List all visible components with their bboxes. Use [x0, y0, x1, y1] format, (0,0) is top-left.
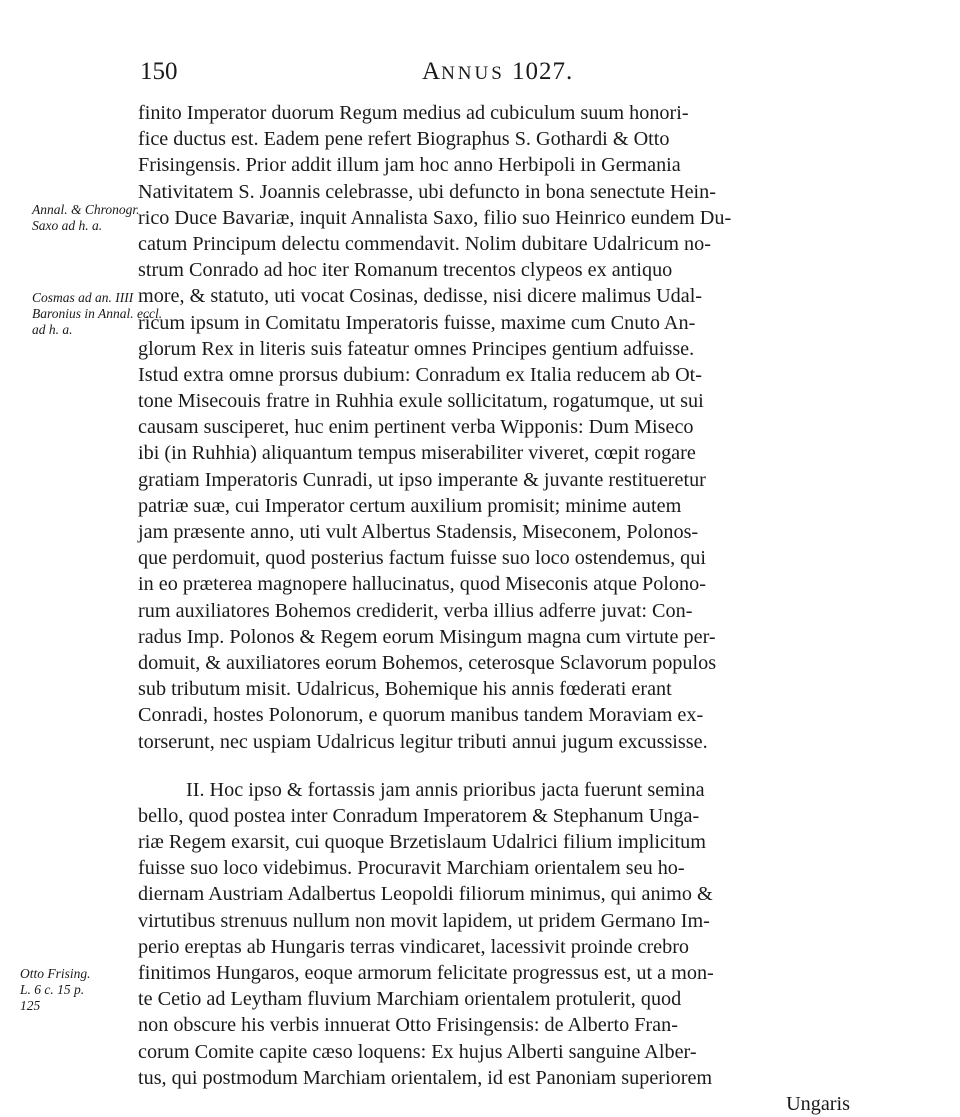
- text-line: ibi (in Ruhhia) aliquantum tempus miserabiliter viveret, cœpit rogare: [138, 442, 696, 465]
- text-line: corum Comite capite cæso loquens: Ex hujus Alberti sanguine Alber-: [138, 1040, 697, 1063]
- text-line: ricum ipsum in Comitatu Imperatoris fuisse, maxime cum Cnuto An-: [138, 311, 696, 334]
- text-line: virtutibus strenuus nullum non movit lapidem, ut pridem Germano Im-: [138, 909, 710, 932]
- text-line: strum Conrado ad hoc iter Romanum trecentos clypeos ex antiquo: [138, 259, 673, 282]
- text-line: II. Hoc ipso & fortassis jam annis prioribus jacta fuerunt semina: [186, 778, 705, 801]
- text-line: more, & statuto, uti vocat Cosinas, dedisse, nisi dicere malimus Udal-: [138, 285, 703, 308]
- text-line: Istud extra omne prorsus dubium: Conradum ex Italia reducem ab Ot-: [138, 363, 702, 386]
- running-head: ANNUS 1027.: [422, 58, 574, 85]
- paragraph-1: [138, 100, 850, 755]
- paragraph-2: [138, 777, 850, 1091]
- margin-note-line: Saxo ad h. a.: [32, 218, 103, 233]
- text-line: bello, quod postea inter Conradum Imperatorem & Stephanum Unga-: [138, 804, 700, 827]
- text-line: diernam Austriam Adalbertus Leopoldi filiorum minimus, qui animo &: [138, 883, 713, 906]
- margin-note-line: ad h. a.: [32, 322, 73, 337]
- text-line: fuisse suo loco videbimus. Procuravit Marchiam orientalem seu ho-: [138, 857, 685, 880]
- text-line: tone Misecouis fratre in Ruhhia exule sollicitatum, rogatumque, ut sui: [138, 390, 704, 413]
- margin-note-line: 125: [20, 998, 41, 1013]
- margin-note-line: L. 6 c. 15 p.: [20, 982, 85, 997]
- text-line: tus, qui postmodum Marchiam orientalem, id est Panoniam superiorem: [138, 1066, 713, 1089]
- text-line: catum Principum delectu commendavit. Nolim dubitare Udalricum no-: [138, 232, 711, 255]
- text-line: rum auxiliatores Bohemos crediderit, verba illius adferre juvat: Con-: [138, 599, 693, 622]
- text-line: non obscure his verbis innuerat Otto Frisingensis: de Alberto Fran-: [138, 1014, 678, 1037]
- body-text: [138, 100, 850, 1117]
- margin-note-otto-frising: [20, 966, 91, 1014]
- margin-note-line: Baronius in Annal. eccl.: [32, 306, 163, 321]
- margin-note-line: Annal. & Chronogr.: [32, 202, 140, 217]
- text-line: causam susciperet, huc enim pertinent verba Wipponis: Dum Miseco: [138, 416, 694, 439]
- margin-note-annal-saxo: [32, 202, 140, 234]
- text-line: perio ereptas ab Hungaris terras vindicaret, lacessivit proinde crebro: [138, 935, 690, 958]
- text-line: torserunt, nec uspiam Udalricus legitur tributi annui jugum excussisse.: [138, 730, 708, 753]
- text-line: te Cetio ad Leytham fluvium Marchiam orientalem protulerit, quod: [138, 988, 682, 1011]
- text-line: rico Duce Bavariæ, inquit Annalista Saxo, filio suo Heinrico eundem Du-: [138, 206, 732, 229]
- text-line: radus Imp. Polonos & Regem eorum Misingum magna cum virtute per-: [138, 625, 716, 648]
- margin-note-line: Otto Frising.: [20, 966, 91, 981]
- text-line: Conradi, hostes Polonorum, e quorum manibus tandem Moraviam ex-: [138, 704, 704, 727]
- text-line: glorum Rex in literis suis fateatur omnes Principes gentium adfuisse.: [138, 337, 695, 360]
- page-number: 150: [140, 58, 178, 85]
- text-line: finito Imperator duorum Regum medius ad cubiculum suum honori-: [138, 102, 689, 124]
- text-line: domuit, & auxiliatores eorum Bohemos, ceterosque Sclavorum populos: [138, 651, 717, 674]
- text-line: fice ductus est. Eadem pene refert Biographus S. Gothardi & Otto: [138, 128, 670, 151]
- text-line: Frisingensis. Prior addit illum jam hoc anno Herbipoli in Germania: [138, 154, 681, 177]
- text-line: riæ Regem exarsit, cui quoque Brzetislaum Udalrici filium implicitum: [138, 831, 706, 854]
- paragraph-gap: [138, 755, 850, 777]
- page-header: [140, 58, 740, 88]
- text-line: que perdomuit, quod posterius factum fuisse suo loco ostendemus, qui: [138, 547, 706, 570]
- text-line: sub tributum misit. Udalricus, Bohemique his annis fœderati erant: [138, 678, 672, 701]
- catchword: Ungaris: [786, 1092, 850, 1115]
- text-line: finitimos Hungaros, eoque armorum felicitate progressus est, ut a mon-: [138, 962, 714, 984]
- text-line: Nativitatem S. Joannis celebrasse, ubi defuncto in bona senectute Hein-: [138, 180, 716, 203]
- text-line: jam præsente anno, uti vult Albertus Stadensis, Miseconem, Polonos-: [138, 521, 699, 543]
- text-line: patriæ suæ, cui Imperator certum auxilium promisit; minime autem: [138, 494, 682, 517]
- margin-note-line: Cosmas ad an. IIII: [32, 290, 134, 305]
- text-line: in eo præterea magnopere hallucinatus, quod Miseconis atque Polono-: [138, 573, 706, 596]
- text-line: gratiam Imperatoris Cunradi, ut ipso imperante & juvante restitueretur: [138, 468, 706, 491]
